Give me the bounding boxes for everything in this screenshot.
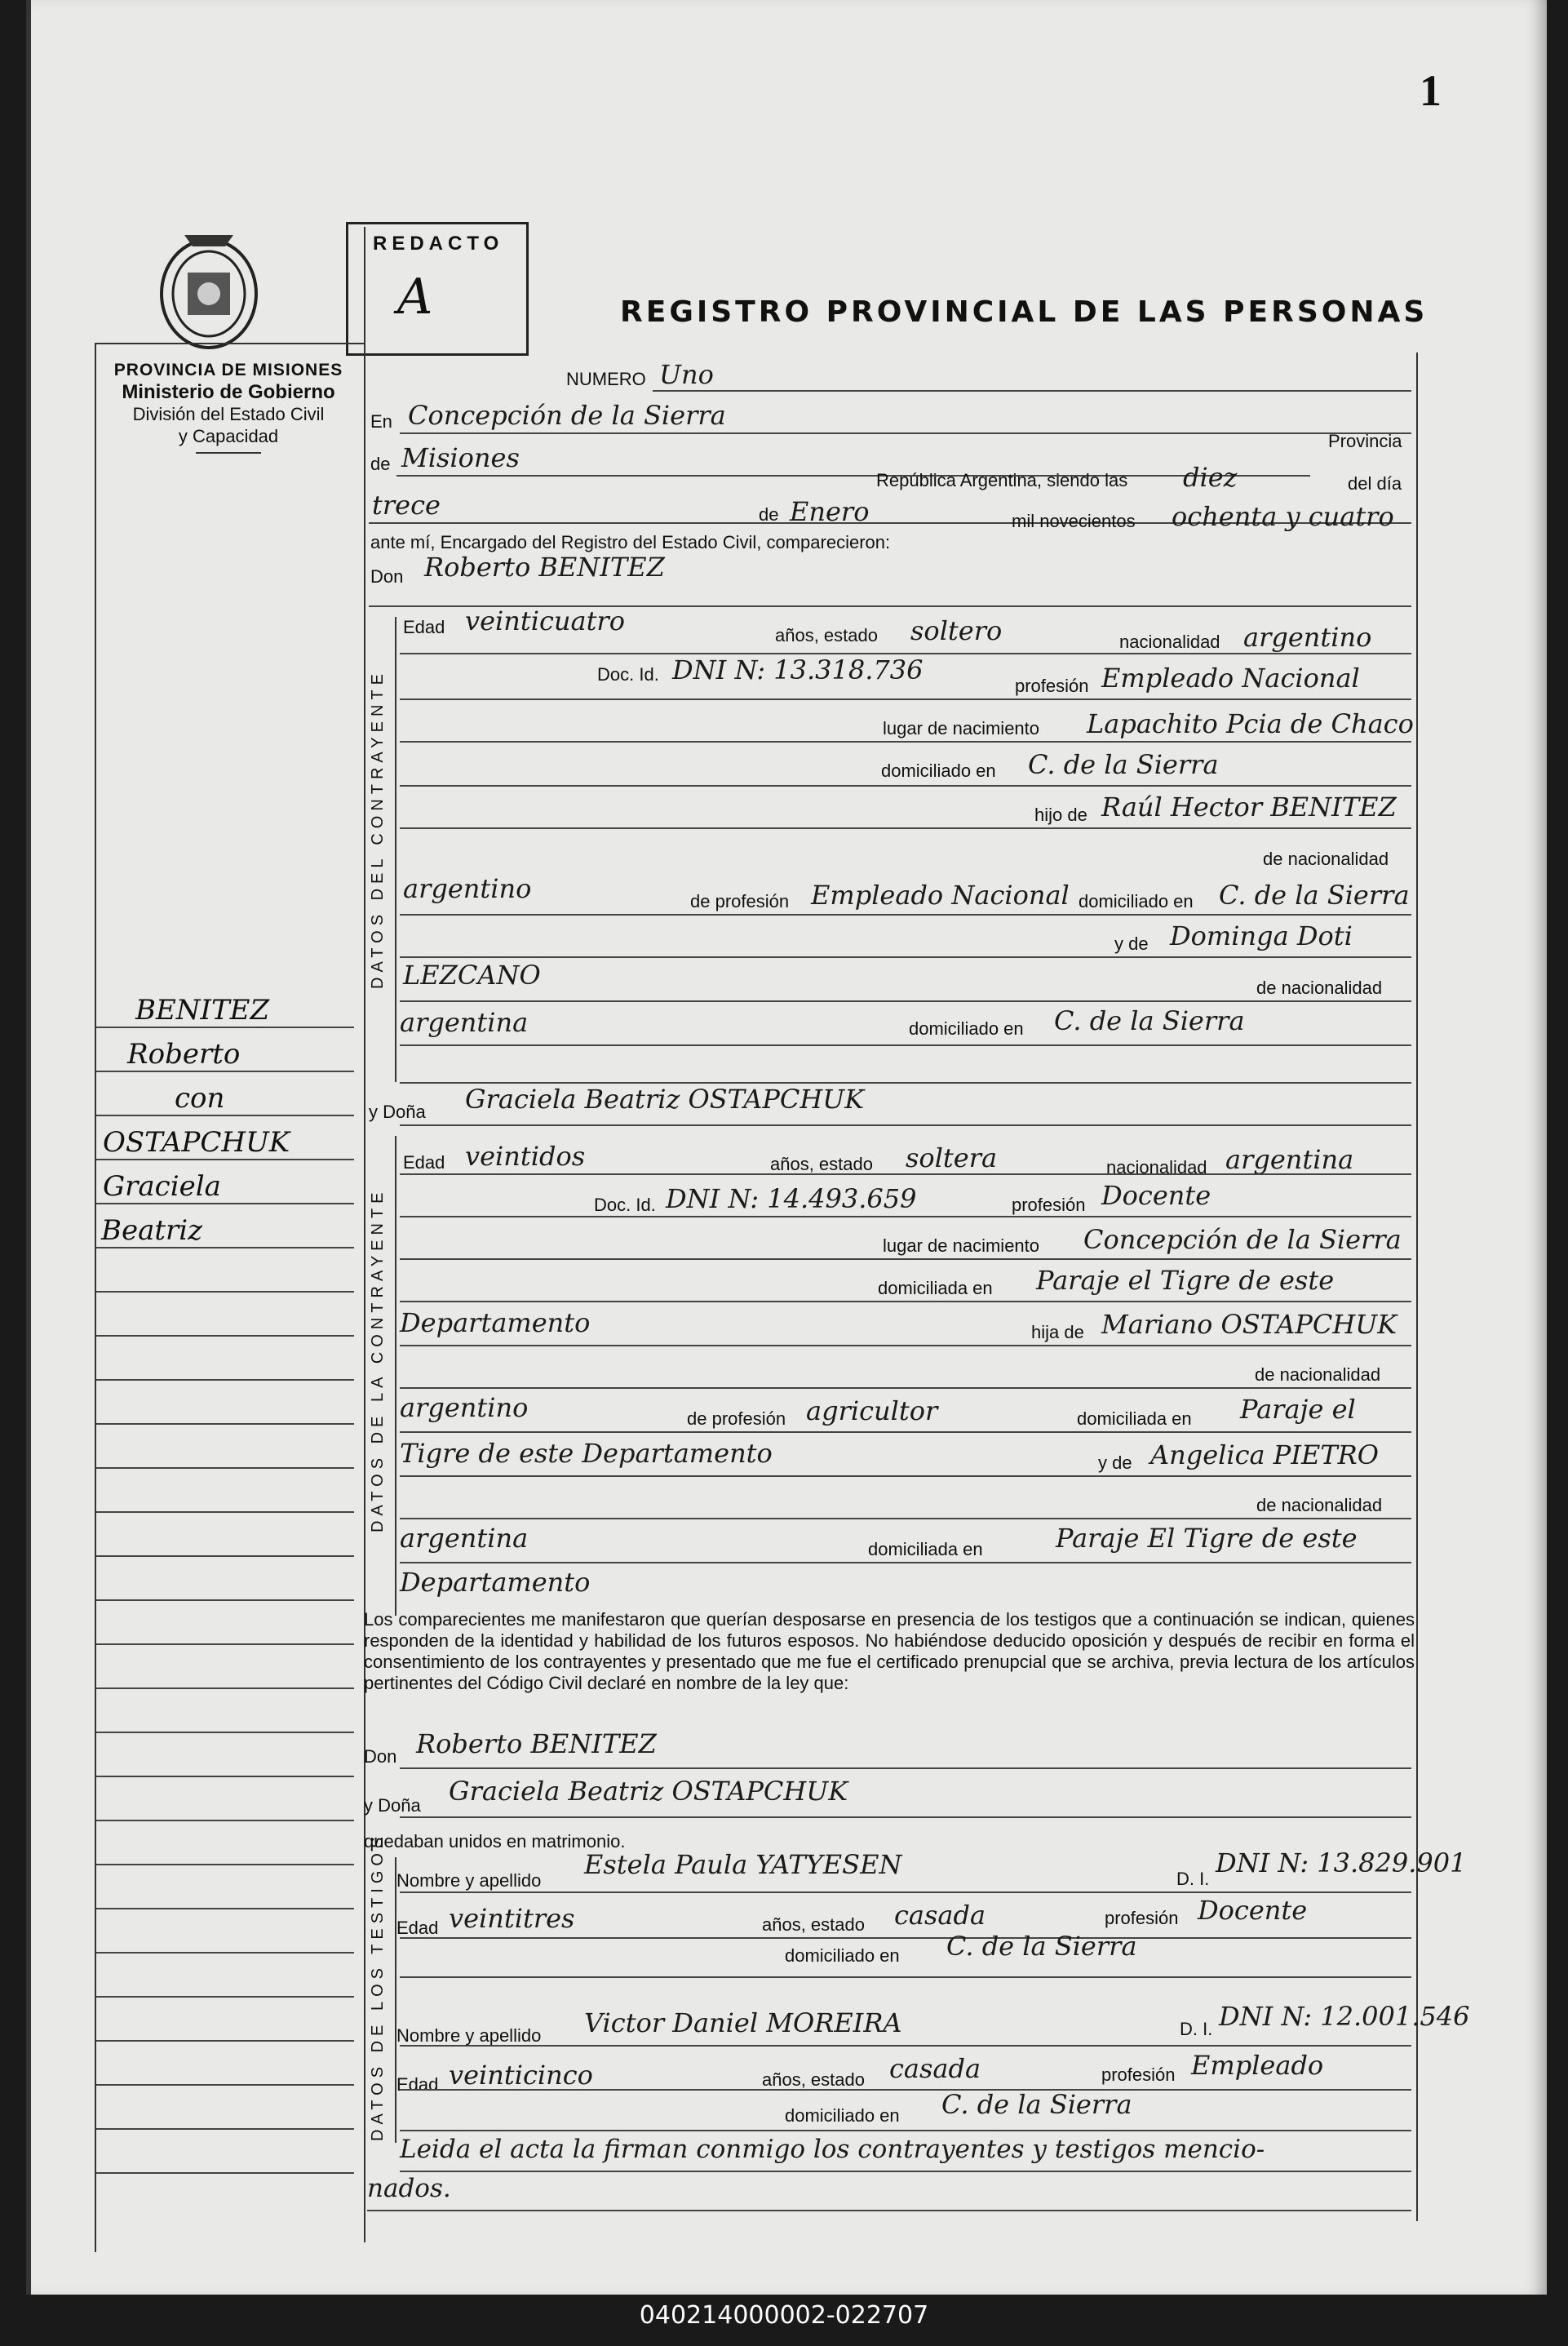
label-f-dom: domiciliada en — [878, 1278, 993, 1298]
label-f-lugar: lugar de nacimiento — [883, 1235, 1040, 1256]
label-f-nac: nacionalidad — [1106, 1157, 1207, 1177]
redacto-initials: A — [397, 268, 433, 326]
label-mil: mil novecientos — [1012, 511, 1136, 531]
value-t2-estado: casada — [889, 2053, 981, 2084]
value-m-padre: Raúl Hector BENITEZ — [1101, 792, 1397, 823]
label-m-dom: domiciliado en — [881, 761, 996, 781]
value-f-doc: DNI N: 14.493.659 — [666, 1183, 917, 1214]
value-provincia: Misiones — [401, 442, 520, 473]
section-contrayente-f: DATOS DE LA CONTRAYENTE — [369, 1187, 387, 1532]
value-f-padre-nac: argentino — [400, 1392, 529, 1423]
label-don: Don — [370, 566, 404, 587]
value-dona: Graciela Beatriz OSTAPCHUK — [465, 1084, 865, 1115]
label-m-padre-nac: de nacionalidad — [1263, 849, 1389, 869]
label-t1-prof: profesión — [1105, 1908, 1179, 1928]
value-f-padre: Mariano OSTAPCHUK — [1101, 1309, 1397, 1340]
label-f-madre-nac: de nacionalidad — [1256, 1495, 1383, 1515]
margin-groom-surname: BENITEZ — [135, 994, 270, 1027]
label-t2-di: D. I. — [1180, 2019, 1213, 2039]
label-f-edad: Edad — [403, 1152, 445, 1173]
office-line-1: PROVINCIA DE MISIONES — [113, 361, 343, 379]
label-f-madre-dom: domiciliada en — [868, 1539, 983, 1559]
label-decl-dona: y Doña — [364, 1795, 421, 1816]
label-t2-nombre: Nombre y apellido — [396, 2025, 542, 2046]
label-t1-dom: domiciliado en — [785, 1945, 900, 1966]
value-m-prof: Empleado Nacional — [1101, 663, 1360, 694]
label-f-doc: Doc. Id. — [594, 1195, 656, 1215]
label-m-prof: profesión — [1015, 676, 1089, 696]
label-m-doc: Doc. Id. — [597, 664, 659, 685]
value-t1-prof: Docente — [1198, 1895, 1308, 1926]
value-m-lugar: Lapachito Pcia de Chaco — [1087, 708, 1414, 739]
margin-bride-middle: Beatriz — [101, 1214, 203, 1247]
value-f-dom: Paraje el Tigre de este — [1036, 1265, 1335, 1296]
value-f-padre-dom: Paraje el — [1240, 1394, 1356, 1425]
value-don: Roberto BENITEZ — [424, 552, 665, 583]
value-t2-prof: Empleado — [1191, 2050, 1324, 2081]
label-m-y-de: y de — [1114, 934, 1149, 954]
label-decl-don: Don — [364, 1746, 397, 1767]
value-f-lugar: Concepción de la Sierra — [1083, 1224, 1402, 1255]
value-mes: Enero — [790, 496, 870, 527]
label-numero: NUMERO — [566, 369, 646, 389]
value-m-doc: DNI N: 13.318.736 — [672, 654, 924, 685]
value-f-estado: soltera — [906, 1142, 998, 1173]
label-de-provincia: de — [370, 454, 391, 474]
label-en: En — [370, 411, 392, 432]
value-f-nac: argentina — [1225, 1144, 1354, 1175]
label-t1-edad: Edad — [396, 1918, 439, 1938]
office-line-3: División del Estado Civil — [132, 404, 325, 424]
value-m-nac: argentino — [1243, 622, 1372, 653]
value-lugar: Concepción de la Sierra — [408, 400, 726, 431]
label-f-padre-prof: de profesión — [687, 1408, 786, 1429]
label-f-padre-nac: de nacionalidad — [1255, 1364, 1381, 1385]
label-f-y-de: y de — [1098, 1452, 1132, 1473]
margin-groom-name: Roberto — [127, 1038, 241, 1071]
office-rule — [196, 452, 261, 454]
section-testigos: DATOS DE LOS TESTIGOS — [369, 1832, 387, 2141]
closing-line-2: nados. — [367, 2174, 451, 2203]
provincial-seal-icon — [152, 230, 266, 353]
value-m-estado: soltero — [910, 615, 1003, 646]
label-m-nac: nacionalidad — [1119, 632, 1220, 652]
label-t2-estado: años, estado — [762, 2069, 865, 2090]
label-de-mes: de — [759, 504, 779, 525]
value-t2-di: DNI N: 12.001.546 — [1219, 2001, 1470, 2032]
office-line-4: y Capacidad — [178, 426, 279, 446]
value-f-edad: veintidos — [465, 1141, 586, 1172]
label-ante: ante mí, Encargado del Registro del Estado Civil, comparecieron: — [370, 532, 891, 552]
main-left-border — [364, 227, 365, 2242]
page-number: 1 — [1420, 66, 1442, 115]
main-right-border — [1416, 353, 1418, 2221]
value-m-padre-dom: C. de la Sierra — [1219, 880, 1410, 911]
label-del-dia: del día — [1348, 473, 1402, 494]
redacto-label: REDACTO — [373, 233, 504, 255]
value-m-edad: veinticuatro — [465, 605, 625, 636]
label-t1-estado: años, estado — [762, 1914, 865, 1935]
value-m-padre-prof: Empleado Nacional — [811, 880, 1070, 911]
margin-bride-surname: OSTAPCHUK — [103, 1126, 290, 1159]
value-t1-dom: C. de la Sierra — [946, 1931, 1137, 1962]
declaration-paragraph: Los comparecientes me manifestaron que querían desposarse en presencia de los testigos que a continuación se indican, quienes responden de la identidad y habilidad de los futuros esposos. No habiéndose deducido oposición y después de recibir en forma el consentimiento de los contrayentes y presentado que me fue el certificado prenupcial que se archiva, previa lectura de los artículos pertinentes del Código Civil declaré en nombre de la ley que: — [364, 1609, 1415, 1693]
label-m-padre-dom: domiciliado en — [1079, 891, 1194, 911]
label-f-prof: profesión — [1012, 1195, 1086, 1215]
value-m-dom: C. de la Sierra — [1028, 749, 1219, 780]
label-provincia: Provincia — [1328, 431, 1402, 451]
label-m-lugar: lugar de nacimiento — [883, 718, 1040, 738]
closing-line-1: Leida el acta la firman conmigo los contrayentes y testigos mencio- — [400, 2135, 1265, 2164]
value-m-madre-nac: argentina — [400, 1007, 529, 1038]
value-f-padre-prof: agricultor — [806, 1395, 938, 1426]
margin-con: con — [175, 1082, 225, 1115]
label-m-hijo: hijo de — [1034, 805, 1087, 825]
label-t2-dom: domiciliado en — [785, 2105, 900, 2126]
label-m-madre-dom: domiciliado en — [909, 1018, 1024, 1039]
value-f-dom2: Departamento — [400, 1307, 591, 1338]
value-anio: ochenta y cuatro — [1172, 501, 1394, 532]
value-m-padre-nac: argentino — [403, 873, 532, 904]
value-t1-estado: casada — [894, 1900, 986, 1931]
left-column-border — [95, 343, 96, 2252]
value-t1-nombre: Estela Paula YATYESEN — [584, 1849, 902, 1880]
value-m-madre: Dominga Doti — [1170, 920, 1353, 951]
value-t2-dom: C. de la Sierra — [941, 2089, 1132, 2120]
value-t2-edad: veinticinco — [449, 2060, 593, 2091]
value-f-madre-dom: Paraje El Tigre de este — [1056, 1523, 1358, 1554]
label-t1-nombre: Nombre y apellido — [396, 1870, 542, 1891]
value-f-prof: Docente — [1101, 1180, 1211, 1211]
image-id: 040214000002-022707 — [639, 2301, 929, 2330]
value-m-madre-ap: LEZCANO — [403, 960, 541, 991]
label-t1-di: D. I. — [1176, 1869, 1210, 1889]
value-f-madre: Angelica PIETRO — [1150, 1439, 1379, 1470]
label-m-estado: años, estado — [775, 625, 878, 645]
value-hora: diez — [1183, 462, 1238, 493]
value-m-madre-dom: C. de la Sierra — [1054, 1005, 1245, 1036]
document-title: REGISTRO PROVINCIAL DE LAS PERSONAS — [620, 295, 1428, 329]
value-f-madre-dom2: Departamento — [400, 1567, 591, 1598]
value-t1-di: DNI N: 13.829.901 — [1216, 1847, 1467, 1878]
value-dia: trece — [372, 490, 441, 521]
label-f-padre-dom: domiciliada en — [1077, 1408, 1192, 1429]
label-m-madre-nac: de nacionalidad — [1256, 978, 1383, 998]
value-numero: Uno — [659, 359, 714, 390]
value-t2-nombre: Victor Daniel MOREIRA — [584, 2007, 902, 2038]
office-line-2: Ministerio de Gobierno — [122, 381, 335, 403]
label-y-dona: y Doña — [369, 1102, 426, 1122]
label-t2-edad: Edad — [396, 2074, 439, 2095]
value-decl-dona: Graciela Beatriz OSTAPCHUK — [449, 1776, 848, 1807]
label-m-edad: Edad — [403, 617, 445, 637]
issuing-office — [65, 359, 392, 454]
label-f-hija: hija de — [1031, 1322, 1084, 1342]
label-f-estado: años, estado — [770, 1154, 873, 1174]
redacto-stamp — [346, 222, 529, 356]
value-f-madre-nac: argentina — [400, 1523, 529, 1554]
label-republica: República Argentina, siendo las — [876, 470, 1128, 490]
value-decl-don: Roberto BENITEZ — [416, 1728, 657, 1759]
left-head-line — [95, 343, 364, 344]
margin-bride-name: Graciela — [103, 1170, 221, 1203]
label-t2-prof: profesión — [1101, 2064, 1176, 2085]
label-m-padre-prof: de profesión — [690, 891, 790, 911]
label-quedaban: quedaban unidos en matrimonio. — [364, 1831, 626, 1852]
value-f-padre-dom2: Tigre de este Departamento — [400, 1438, 773, 1469]
value-t1-edad: veintitres — [449, 1903, 575, 1934]
section-contrayente: DATOS DEL CONTRAYENTE — [369, 669, 387, 989]
